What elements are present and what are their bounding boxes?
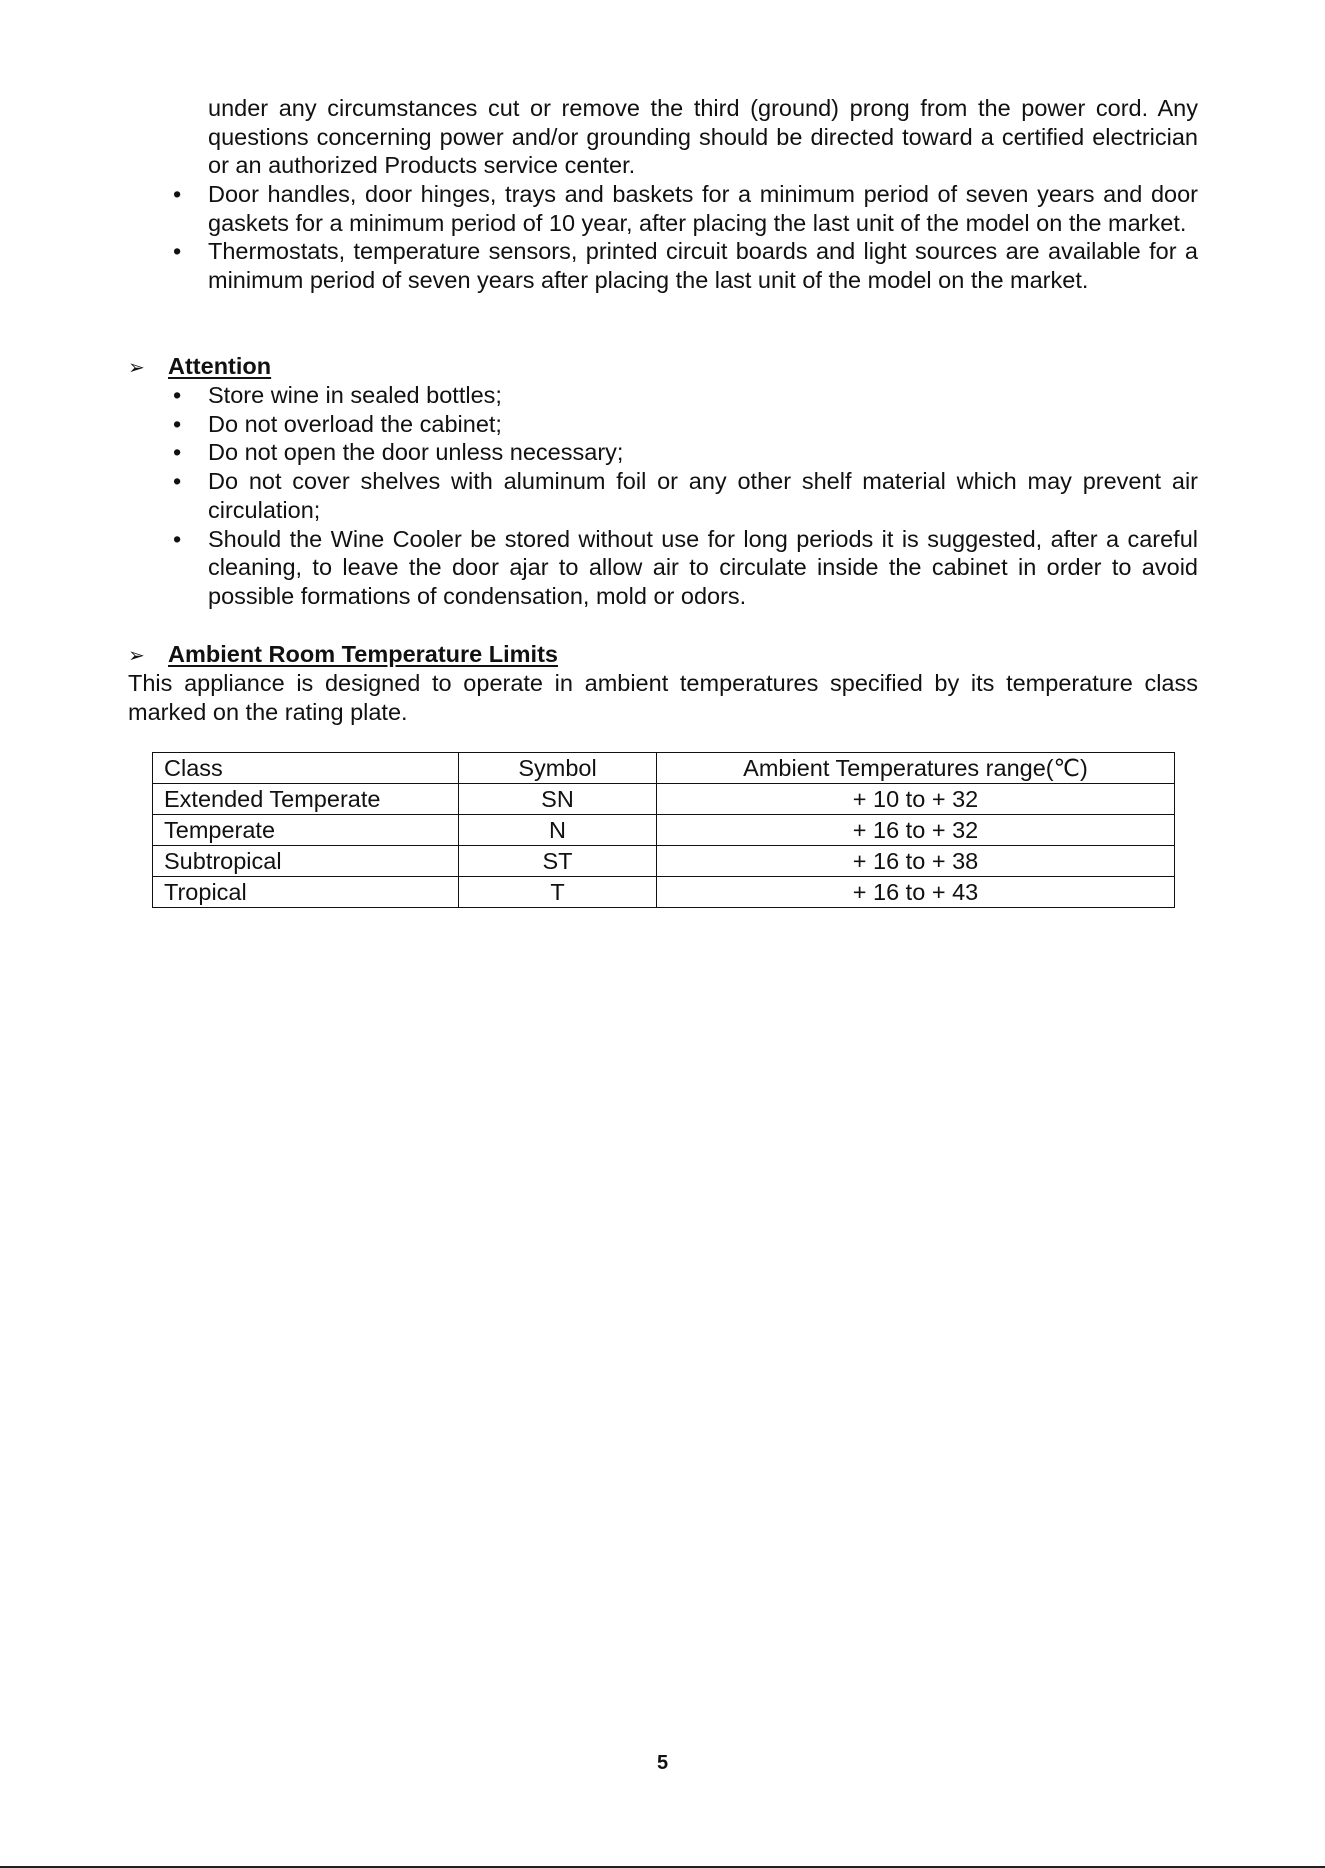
ambient-heading [128, 640, 558, 671]
bullet-icon: • [173, 238, 182, 265]
table-row [153, 784, 1175, 815]
range-cell: + 10 to + 32 [657, 784, 1175, 815]
symbol-cell: T [459, 877, 657, 908]
continuation-paragraph: under any circumstances cut or remove the third (ground) prong from the power cord. Any questions concerning power and/or grounding should be directed toward a certified electrician or an authorized Products service center. [208, 95, 1198, 179]
list-item [173, 237, 1198, 294]
symbol-cell: ST [459, 846, 657, 877]
ambient-intro-paragraph: This appliance is designed to operate in ambient temperatures specified by its temperature class marked on the rating plate. [128, 670, 1198, 725]
class-cell: Extended Temperate [153, 784, 459, 815]
bullet-icon: • [173, 439, 182, 466]
range-cell: + 16 to + 43 [657, 877, 1175, 908]
list-item-text: Thermostats, temperature sensors, printed circuit boards and light sources are available for a minimum period of seven years after placing the last unit of the model on the market. [208, 238, 1198, 294]
list-item-text: Should the Wine Cooler be stored without use for long periods it is suggested, after a careful cleaning, to leave the door ajar to allow air to circulate inside the cabinet in order to avoid possible formations of condensation, mold or odors. [208, 525, 1198, 609]
table-row [153, 815, 1175, 846]
list-item-text: Do not open the door unless necessary; [208, 439, 624, 466]
list-item [173, 180, 1198, 237]
symbol-cell: SN [459, 784, 657, 815]
list-item-text: Door handles, door hinges, trays and baskets for a minimum period of seven years and door gaskets for a minimum period of 10 year, after placing the last unit of the model on the market. [208, 181, 1198, 236]
list-item-text: Do not cover shelves with aluminum foil or any other shelf material which may prevent air circulation; [208, 468, 1198, 523]
list-item [173, 525, 1198, 611]
list-item [173, 467, 1198, 524]
table-header-cell: Symbol [459, 753, 657, 784]
attention-heading-text: Attention [168, 353, 272, 379]
class-cell: Temperate [153, 815, 459, 846]
table-header-row [153, 753, 1175, 784]
table-header-cell: Ambient Temperatures range(℃) [657, 753, 1175, 784]
bullet-icon: • [173, 181, 182, 207]
bullet-icon: • [173, 382, 182, 408]
page-number: 5 [656, 1752, 669, 1774]
table-row [153, 846, 1175, 877]
bullet-icon: • [173, 468, 182, 495]
class-cell: Tropical [153, 877, 459, 908]
table-row [153, 877, 1175, 908]
symbol-cell: N [459, 815, 657, 846]
bullet-icon: • [173, 410, 182, 437]
range-cell: + 16 to + 38 [657, 846, 1175, 877]
arrow-bullet-icon: ➢ [128, 645, 145, 667]
temperature-class-table [152, 752, 1175, 908]
range-cell: + 16 to + 32 [657, 815, 1175, 846]
ambient-heading-text: Ambient Room Temperature Limits [168, 641, 558, 667]
table-header-cell: Class [153, 753, 459, 784]
arrow-bullet-icon: ➢ [128, 357, 145, 379]
list-item [173, 438, 1198, 467]
list-item-text: Do not overload the cabinet; [208, 410, 502, 437]
bullet-icon: • [173, 525, 182, 552]
parts-availability-list [173, 180, 1198, 295]
attention-heading [128, 352, 271, 383]
attention-list [173, 381, 1198, 611]
list-item-text: Store wine in sealed bottles; [208, 382, 502, 408]
list-item [173, 410, 1198, 439]
list-item [173, 381, 1198, 410]
class-cell: Subtropical [153, 846, 459, 877]
